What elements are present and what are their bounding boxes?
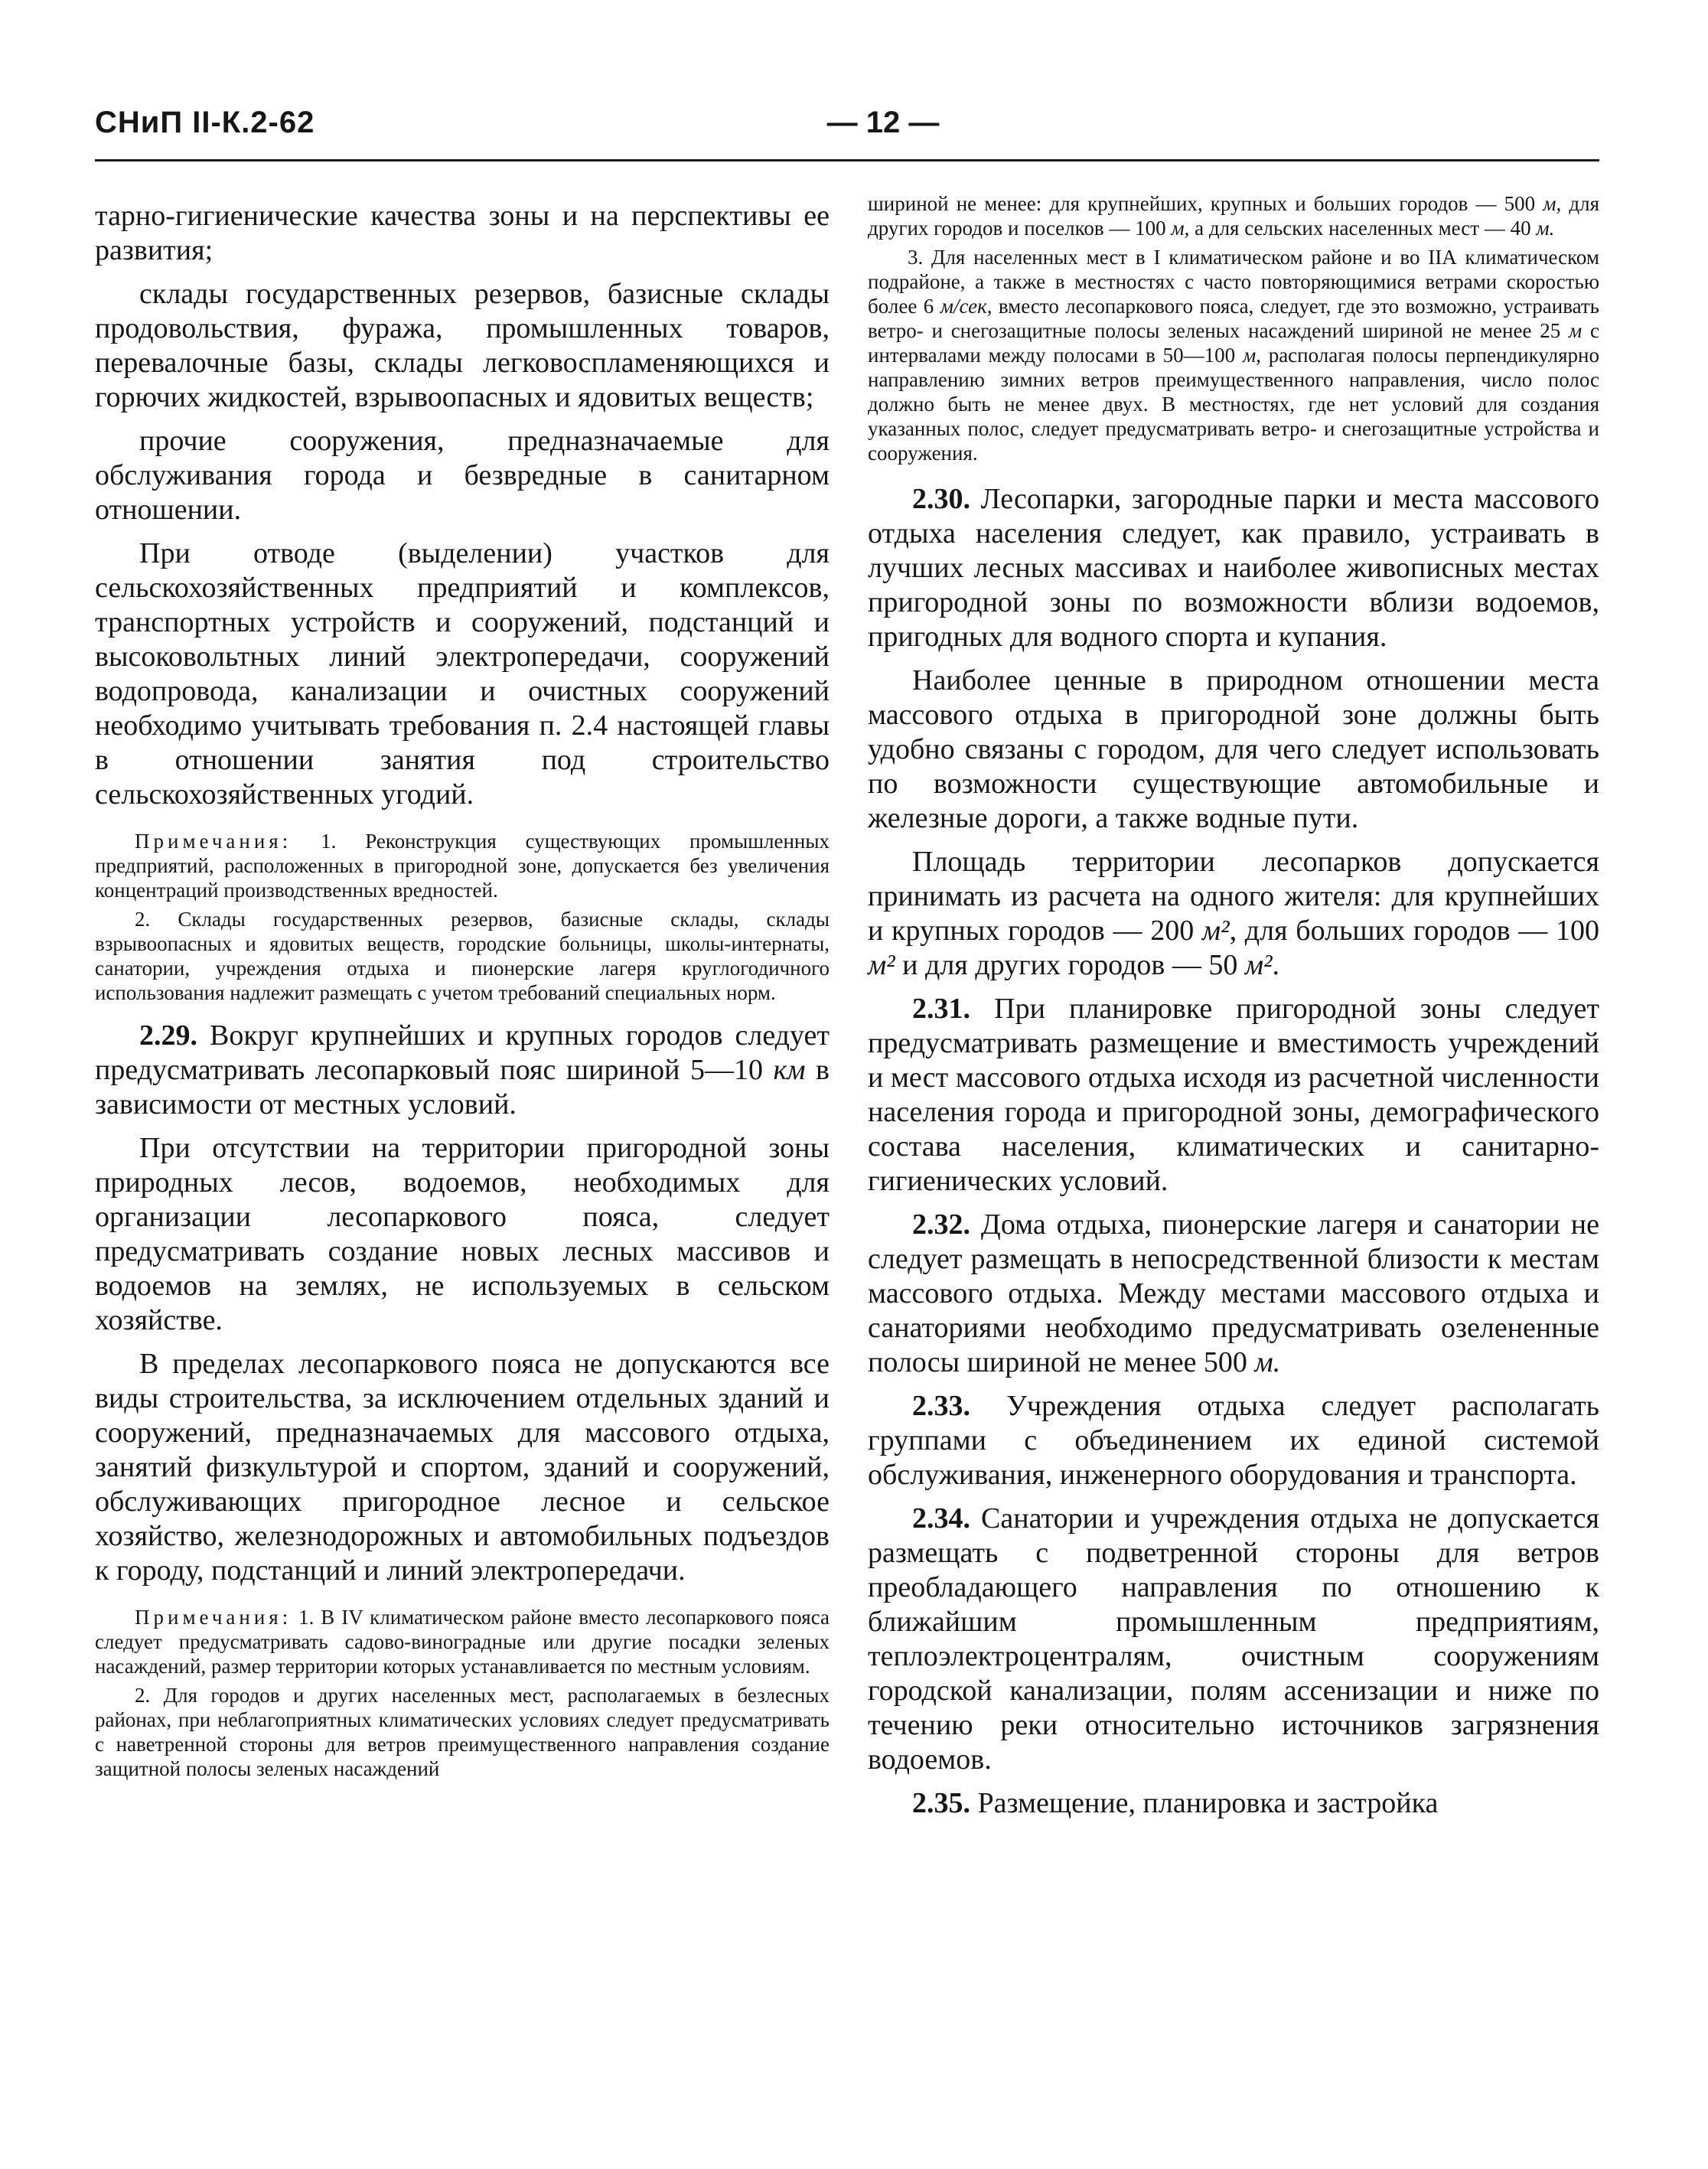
section-text: Лесопарки, загородные парки и места массового отдыха населения следует, как правило, устраивать в лучших лесных массивах и наиболее живописных местах пригородной зоны по возможности вблизи водоемов, пригодных для водного спорта и купания.	[868, 483, 1599, 653]
section-text: Вокруг крупнейших и крупных городов следует предусматривать лесопарковый пояс шириной 5—10	[95, 1019, 830, 1086]
notes-label: Примечания:	[135, 830, 292, 853]
document-code: СНиП II-К.2-62	[95, 106, 315, 139]
paragraph: тарно-гигиенические качества зоны и на перспективы ее развития;	[95, 200, 830, 266]
header-rule	[95, 159, 1599, 161]
section-2-29	[95, 1019, 830, 1122]
notes-label: Примечания:	[135, 1606, 292, 1629]
section-2-32	[868, 1208, 1599, 1380]
paragraph: При отсутствии на территории пригородной зоны природных лесов, водоемов, необходимых для организации лесопаркового пояса, следует предусматривать создание новых лесных массивов и водоемов на землях, не используемых в сельском хозяйстве.	[95, 1132, 830, 1336]
section-2-31	[868, 992, 1599, 1199]
notes-block	[95, 1605, 830, 1781]
section-text: Размещение, планировка и застройка	[970, 1787, 1439, 1819]
left-column	[95, 199, 830, 1795]
note-text: вместо лесопаркового пояса, следует, где это возможно, устраивать ветро- и снегозащитные полосы зеленых насаждений шириной не менее 25	[868, 295, 1599, 342]
note-text: располагая полосы перпендикулярно направлению зимних ветров преимущественного направления, число полос должно быть не менее двух. В местностях, где нет условий для создания указанных полос, следует предусматривать ветро- и снегозащитные устройства и сооружения.	[868, 344, 1599, 465]
unit: м,	[1543, 192, 1562, 215]
paragraph: Наиболее ценные в природном отношении места массового отдыха в пригородной зоне должны быть удобно связаны с городом, для чего следует использовать по возможности существующие автомобильные и железные дороги, а также водные пути.	[868, 664, 1599, 834]
paragraph: склады государственных резервов, базисные склады продовольствия, фуража, промышленных товаров, перевалочные базы, склады легковоспламеняющихся и горючих жидкостей, взрывоопасных и ядовитых веществ;	[95, 278, 830, 413]
section-text: Учреждения отдыха следует располагать группами с объединением их единой системой обслуживания, инженерного оборудования и транспорта.	[868, 1390, 1599, 1491]
note-continuation	[868, 191, 1599, 240]
section-text: При планировке пригородной зоны следует предусматривать размещение и вместимость учреждений и мест массового отдыха исходя из расчетной численности населения города и пригородной зоны, демографического состава населения, климатических и санитарно-гигиенических условий.	[868, 993, 1599, 1197]
notes-block	[95, 829, 830, 1005]
unit: м.	[1536, 217, 1555, 240]
section-text: Дома отдыха, пионерские лагеря и санатории не следует размещать в непосредственной близости к местам массового отдыха. Между местами массового отдыха и санаториями необходимо предусматривать озелененные полосы шириной не менее 500	[868, 1208, 1599, 1378]
unit: м/сек,	[940, 295, 993, 318]
unit: м,	[1171, 217, 1190, 240]
section-text: Санатории и учреждения отдыха не допускается размещать с подветренной стороны для ветров преобладающего направления по отношению к ближайшим промышленным предприятиям, теплоэлектроцентралям, очистным сооружениям городской канализации, полям ассенизации и ниже по течению реки относительно источников загрязнения водоемов.	[868, 1502, 1599, 1776]
unit: м²	[1244, 949, 1273, 981]
paragraph: В пределах лесопаркового пояса не допускаются все виды строительства, за исключением отдельных зданий и сооружений, предназначаемых для массового отдыха, занятий физкультурой и спортом, зданий и сооружений, обслуживающих пригородное лесное и сельское хозяйство, железнодорожных и автомобильных подъездов к городу, подстанций и линий электропередачи.	[95, 1348, 830, 1587]
note-text: с интервалами между полосами в 50—100	[868, 319, 1600, 367]
note-item: 2. Для городов и других населенных мест, располагаемых в безлесных районах, при неблагоприятных климатических условиях следует предусматривать с наветренной стороны для ветров преимущественного направления создание защитной полосы зеленых насаждений	[95, 1684, 830, 1780]
right-column	[868, 191, 1599, 1830]
note-text: 3. Для населенных мест в I климатическом районе и во IIА климатическом подрайоне, а также в местностях с часто повторяющимися ветрами скоростью более 6	[868, 246, 1599, 318]
unit: м²	[1201, 915, 1230, 947]
note-text: шириной не менее: для крупнейших, крупных и больших городов — 500	[868, 192, 1543, 215]
note-text: 1. В IV климатическом районе вместо лесопаркового пояса следует предусматривать садово-виноградные или другие посадки зеленых насаждений, размер территории которых устанавливается по местным условиям.	[95, 1606, 830, 1678]
section-number: 2.29.	[139, 1019, 197, 1052]
paragraph: При отводе (выделении) участков для сельскохозяйственных предприятий и комплексов, транспортных устройств и сооружений, подстанций и высоковольтных линий электропередачи, сооружений водопровода, канализации и очистных сооружений необходимо учитывать требования п. 2.4 настоящей главы в отношении занятия под строительство сельскохозяйственных угодий.	[95, 537, 830, 811]
note-item	[95, 1605, 830, 1678]
paragraph-text: , для больших городов — 100	[1229, 915, 1599, 947]
paragraph	[868, 845, 1599, 983]
section-number: 2.35.	[912, 1787, 970, 1819]
section-text: в зависимости от местных условий.	[95, 1054, 830, 1120]
section-number: 2.30.	[912, 483, 970, 515]
paragraph-text: и для других городов — 50	[895, 949, 1245, 981]
section-number: 2.33.	[912, 1390, 970, 1422]
unit: м²	[868, 949, 895, 981]
unit: м	[1569, 319, 1583, 342]
section-2-34	[868, 1502, 1599, 1777]
note-text: а для сельских населенных мест — 40	[1189, 217, 1537, 240]
page-number: — 12 —	[826, 106, 940, 139]
note-item	[95, 829, 830, 902]
note-item: 2. Склады государственных резервов, базисные склады, склады взрывоопасных и ядовитых веществ, городские больницы, школы-интернаты, санатории, учреждения отдыха и пионерские лагеря круглогодичного использования надлежит размещать с учетом требований специальных норм.	[95, 908, 830, 1004]
unit: м,	[1242, 344, 1261, 367]
section-number: 2.31.	[912, 993, 970, 1025]
unit: км	[773, 1054, 806, 1086]
section-2-35	[868, 1786, 1599, 1821]
page-header	[95, 99, 1599, 158]
paragraph-text: Площадь территории лесопарков допускается принимать из расчета на одного жителя: для крупнейших и крупных городов — 200	[868, 846, 1599, 947]
note-item	[868, 245, 1599, 465]
section-2-30	[868, 482, 1599, 654]
note-text: 1. Реконструкция существующих промышленных предприятий, расположенных в пригородной зоне, допускается без увеличения концентраций производственных вредностей.	[95, 830, 830, 902]
section-number: 2.34.	[912, 1502, 970, 1535]
section-2-33	[868, 1389, 1599, 1492]
section-number: 2.32.	[912, 1208, 970, 1241]
paragraph-text: .	[1272, 949, 1279, 981]
unit: м.	[1254, 1346, 1281, 1378]
paragraph: прочие сооружения, предназначаемые для обслуживания города и безвредные в санитарном отношении.	[95, 425, 830, 526]
note-text: для других городов и поселков — 100	[868, 192, 1599, 240]
